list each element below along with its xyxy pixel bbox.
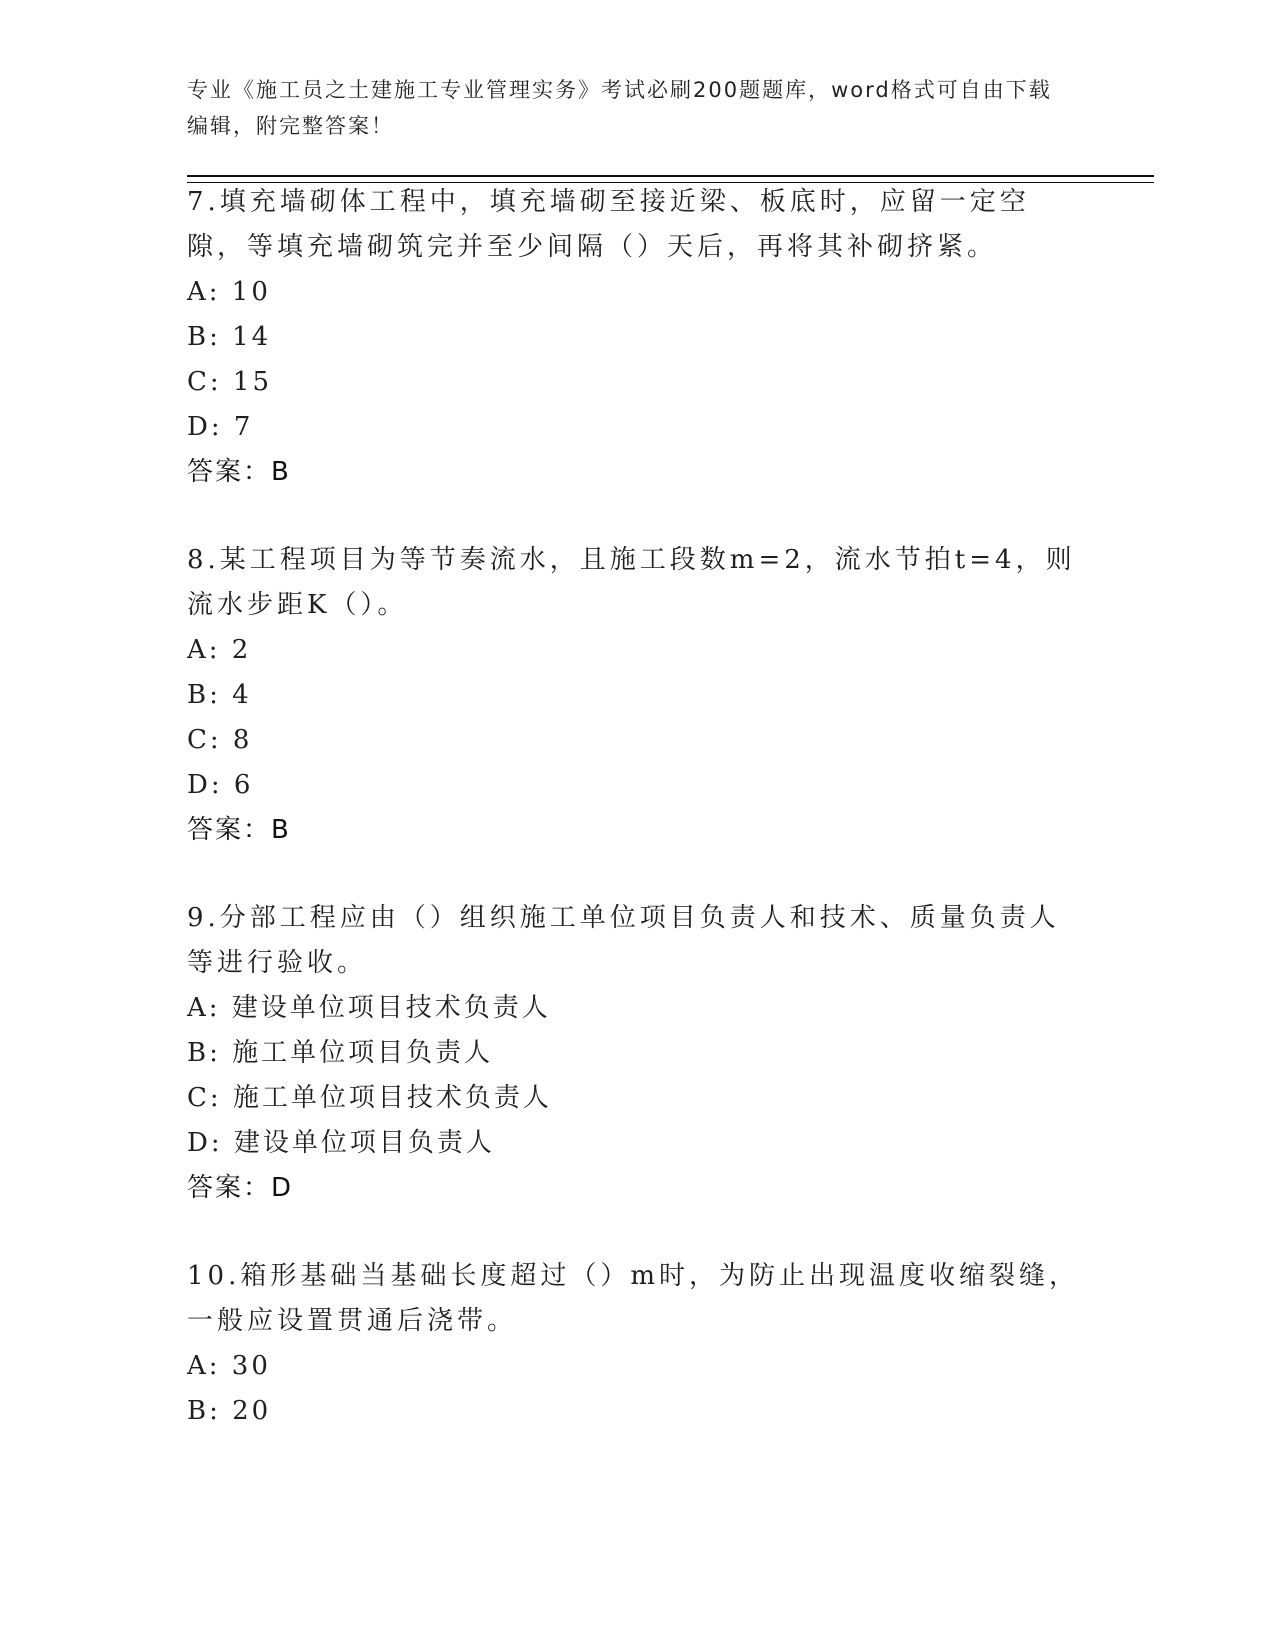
option-d: D: 7 bbox=[187, 412, 254, 442]
option-c: C: 施工单位项目技术负责人 bbox=[187, 1083, 552, 1113]
option-d: D: 6 bbox=[187, 770, 254, 800]
question-7 bbox=[187, 180, 1087, 495]
question-stem: 10.箱形基础当基础长度超过（）m时，为防止出现温度收缩裂缝，一般应设置贯通后浇带。 bbox=[187, 1261, 1080, 1336]
option-a: A: 10 bbox=[187, 277, 271, 307]
question-8 bbox=[187, 538, 1087, 853]
answer: 答案：B bbox=[187, 815, 291, 845]
answer: 答案：B bbox=[187, 457, 291, 487]
option-c: C: 15 bbox=[187, 367, 273, 397]
question-9 bbox=[187, 896, 1087, 1211]
option-b: B: 20 bbox=[187, 1396, 272, 1426]
question-stem: 8.某工程项目为等节奏流水，且施工段数m=2，流水节拍t=4，则流水步距K（）。 bbox=[187, 545, 1076, 620]
option-d: D: 建设单位项目负责人 bbox=[187, 1128, 495, 1158]
document-header: 专业《施工员之土建施工专业管理实务》考试必刷200题题库，word格式可自由下载编辑，附完整答案！ bbox=[187, 78, 1052, 138]
header-divider-thick bbox=[187, 175, 1154, 177]
option-a: A: 30 bbox=[187, 1351, 271, 1381]
option-b: B: 4 bbox=[187, 680, 252, 710]
option-a: A: 2 bbox=[187, 635, 252, 665]
option-b: B: 14 bbox=[187, 322, 272, 352]
question-10 bbox=[187, 1254, 1087, 1434]
question-stem: 7.填充墙砌体工程中，填充墙砌至接近梁、板底时，应留一定空隙，等填充墙砌筑完并至少间隔（）天后，再将其补砌挤紧。 bbox=[187, 187, 1030, 262]
answer: 答案：D bbox=[187, 1173, 294, 1203]
option-b: B: 施工单位项目负责人 bbox=[187, 1038, 494, 1068]
question-stem: 9.分部工程应由（）组织施工单位项目负责人和技术、质量负责人等进行验收。 bbox=[187, 903, 1060, 978]
option-a: A: 建设单位项目技术负责人 bbox=[187, 993, 551, 1023]
option-c: C: 8 bbox=[187, 725, 253, 755]
